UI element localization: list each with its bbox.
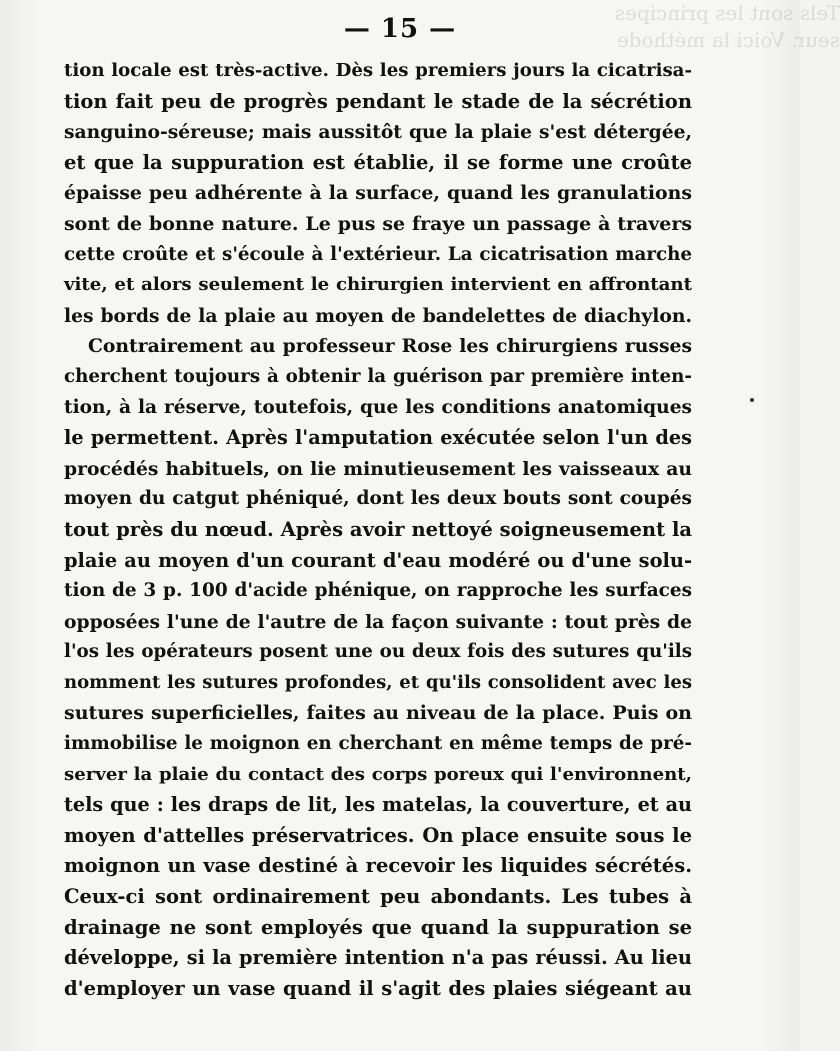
text-line: et que la suppuration est établie, il se forme une croûte <box>64 150 692 174</box>
show-through-line: Tels sont les principes <box>614 1 840 25</box>
text-line: tels que : les draps de lit, les matelas, la couverture, et au <box>64 793 692 817</box>
text-line: tion, à la réserve, toutefois, que les conditions anatomiques <box>64 396 692 418</box>
show-through-line: seur. Voici la méthode <box>616 28 840 52</box>
text-line: d'employer un vase quand il s'agit des plaies siégeant au <box>64 976 692 1000</box>
text-line: procédés habituels, on lie minutieusement les vaisseaux au <box>64 457 692 480</box>
text-line: moyen d'attelles préservatrices. On place ensuite sous le <box>64 823 692 847</box>
text-line: développe, si la première intention n'a pas réussi. Au lieu <box>64 946 692 970</box>
text-line: nomment les sutures profondes, et qu'ils consolident avec les <box>64 671 692 693</box>
text-line: cette croûte et s'écoule à l'extérieur. La cicatrisation marche <box>64 243 692 265</box>
text-line-paragraph-end: les bords de la plaie au moyen de bandelettes de diachylon. <box>64 304 692 327</box>
ink-speck <box>750 398 754 402</box>
text-line: épaisse peu adhérente à la surface, quand les granulations <box>64 182 692 205</box>
text-line: immobilise le moignon en cherchant en même temps de pré- <box>64 733 692 755</box>
text-line: plaie au moyen d'un courant d'eau modéré ou d'une solu- <box>64 548 692 572</box>
body-text <box>64 56 692 1004</box>
text-line: vite, et alors seulement le chirurgien intervient en affrontant <box>64 274 692 296</box>
text-line: opposées l'une de l'autre de la façon suivante : tout près de <box>64 610 692 633</box>
page-number: — 15 — <box>343 14 457 44</box>
text-line: tion fait peu de progrès pendant le stade de la sécrétion <box>64 89 692 113</box>
text-line: sanguino-séreuse; mais aussitôt que la plaie s'est détergée, <box>64 121 692 144</box>
text-line: tout près du nœud. Après avoir nettoyé soigneusement la <box>64 517 692 541</box>
text-line: le permettent. Après l'amputation exécutée selon l'un des <box>64 426 692 450</box>
text-line: l'os les opérateurs posent une ou deux fois des sutures qu'ils <box>64 641 692 663</box>
text-line-paragraph-start: Contrairement au professeur Rose les chirurgiens russes <box>88 335 692 358</box>
text-line: sutures superficielles, faites au niveau de la place. Puis on <box>64 702 692 725</box>
text-line: moyen du catgut phéniqué, dont les deux bouts sont coupés <box>64 488 692 510</box>
text-line: cherchent toujours à obtenir la guérison par première inten- <box>64 365 692 387</box>
text-line: tion locale est très-active. Dès les premiers jours la cicatrisa- <box>64 60 692 81</box>
text-line: drainage ne sont employés que quand la suppuration se <box>64 915 692 939</box>
text-line: sont de bonne nature. Le pus se fraye un passage à travers <box>64 212 692 235</box>
text-line: Ceux-ci sont ordinairement peu abondants. Les tubes à <box>64 885 692 909</box>
text-line: server la plaie du contact des corps poreux qui l'environnent, <box>64 763 692 785</box>
text-line: moignon un vase destiné à recevoir les liquides sécrétés. <box>64 854 692 878</box>
text-line: tion de 3 p. 100 d'acide phénique, on rapproche les surfaces <box>64 580 692 602</box>
